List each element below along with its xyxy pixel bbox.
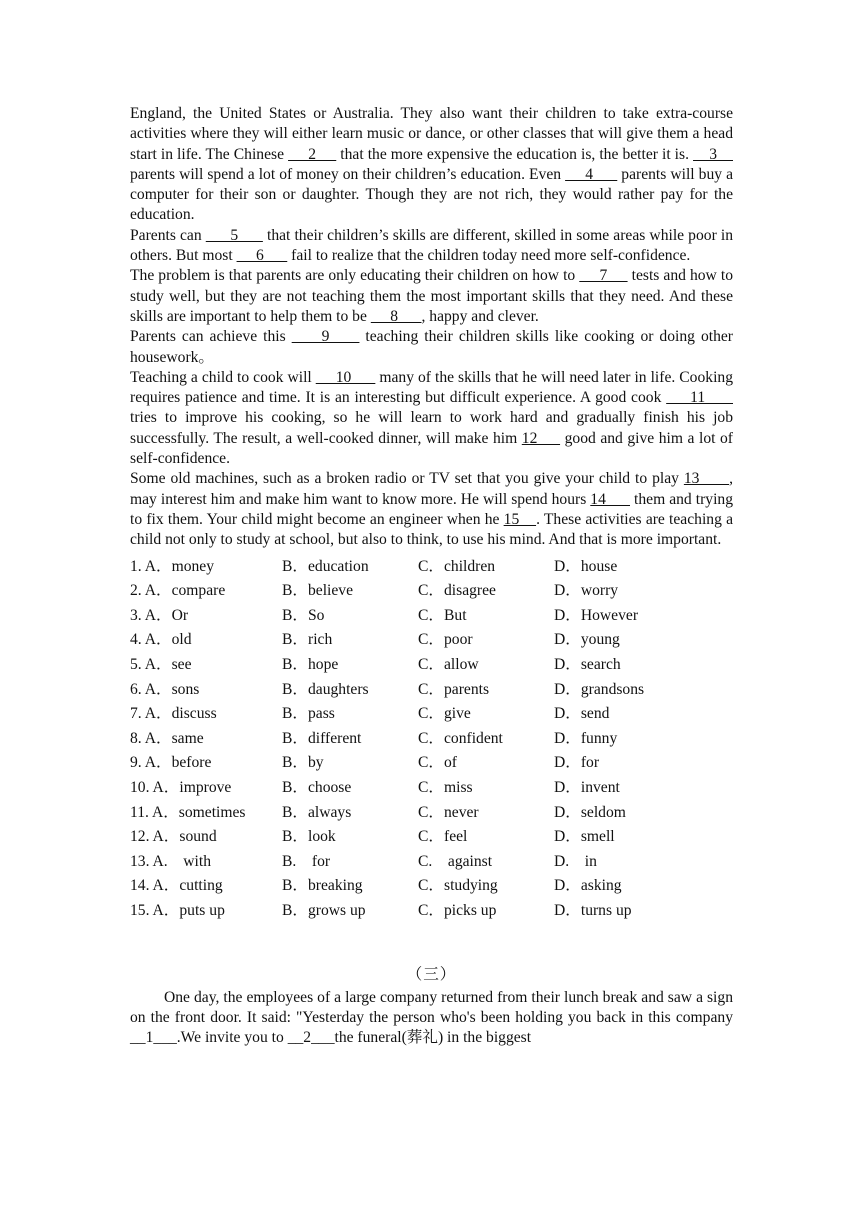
option-d: D．asking: [554, 877, 622, 895]
option-row-2: [130, 579, 733, 604]
option-c: C．of: [418, 754, 457, 772]
option-b: B．pass: [282, 705, 335, 723]
passage-paragraph-2: [130, 226, 733, 267]
blank-6: 6: [236, 247, 288, 265]
option-c: C．miss: [418, 779, 473, 797]
option-b: B．daughters: [282, 680, 369, 698]
option-b: B．hope: [282, 656, 339, 674]
option-d: D．However: [554, 606, 639, 624]
blank-12: 12: [521, 429, 561, 447]
option-a: 9. A．before: [130, 754, 212, 772]
option-a: 14. A．cutting: [130, 877, 223, 895]
option-a: 7. A．discuss: [130, 705, 217, 723]
option-a: 11. A．sometimes: [130, 803, 246, 821]
blank-7: 7: [579, 267, 628, 285]
option-a: 13. A. with: [130, 852, 212, 870]
text: .We invite you to: [176, 1029, 288, 1047]
passage-paragraph-3: [130, 266, 733, 327]
text: tests and how to study well, but they are not teaching them the most important skills that they need. And these skills are important to help them to be: [130, 267, 733, 325]
text: good and give him a lot of self-confidence.: [130, 429, 733, 468]
text: many of the skills that he will need later in life. Cooking requires patience and time. It is an interesting but difficult experience. A good cook: [130, 368, 733, 407]
blank-14: 14: [590, 490, 630, 508]
option-row-6: [130, 678, 733, 703]
text: that the more expensive the education is, the better it is.: [336, 145, 694, 163]
text: Teaching a child to cook will: [130, 368, 316, 386]
blank-2: 2: [288, 145, 337, 163]
text: The problem is that parents are only educating their children on how to: [130, 267, 580, 285]
text: , may interest him and make him want to know more. He will spend hours: [130, 470, 734, 508]
passage-paragraph-4: [130, 327, 733, 368]
option-c: C．allow: [418, 656, 479, 674]
section-title: （三）: [406, 966, 457, 984]
option-c: C．disagree: [418, 582, 496, 600]
text: teaching their children skills like cooking or doing other housework。: [130, 328, 733, 366]
passage-paragraph-5: [130, 368, 733, 469]
option-b: B．look: [282, 828, 336, 846]
option-c: C．parents: [418, 680, 490, 698]
option-row-9: [130, 751, 733, 776]
option-row-12: [130, 825, 733, 850]
option-b: B．education: [282, 557, 369, 575]
option-c: C．picks up: [418, 901, 497, 919]
option-c: C．children: [418, 557, 496, 575]
option-c: C．confident: [418, 729, 503, 747]
option-a: 3. A．Or: [130, 606, 189, 624]
option-a: 1. A．money: [130, 557, 215, 575]
option-d: D．for: [554, 754, 600, 772]
option-row-7: [130, 702, 733, 727]
blank-1: __1___: [130, 1029, 177, 1047]
option-d: D．smell: [554, 828, 615, 846]
option-d: D．grandsons: [554, 680, 645, 698]
option-d: D．seldom: [554, 803, 626, 821]
text: England, the United States or Australia. They also want their children to take extra-course activities where they will either learn music or dance, or other classes that will give them a head start in life. The Chinese: [130, 105, 733, 163]
blank-10: 10: [315, 368, 376, 386]
blank-15: 15: [503, 510, 537, 528]
blank-4: 4: [565, 165, 618, 183]
text: Parents can: [130, 226, 206, 244]
option-c: C．poor: [418, 631, 473, 649]
option-a: 15. A．puts up: [130, 901, 225, 919]
option-a: 2. A．compare: [130, 582, 226, 600]
blank-3: 3: [693, 145, 733, 163]
option-row-13: [130, 850, 733, 875]
option-a: 12. A．sound: [130, 828, 217, 846]
option-c: C．feel: [418, 828, 468, 846]
text: the funeral(葬礼) in the biggest: [334, 1029, 532, 1047]
option-row-15: [130, 899, 733, 924]
text: fail to realize that the children today need more self-confidence.: [287, 247, 691, 265]
option-row-11: [130, 800, 733, 825]
option-b: B．always: [282, 803, 352, 821]
text: parents will spend a lot of money on their children’s education. Even: [130, 165, 566, 183]
option-b: B. for: [282, 852, 331, 870]
option-d: D．turns up: [554, 901, 632, 919]
answer-options: [130, 555, 733, 924]
blank-5: 5: [205, 226, 263, 244]
option-row-10: [130, 776, 733, 801]
text: Parents can achieve this: [130, 328, 292, 346]
text: One day, the employees of a large company returned from their lunch break and saw a sign on the front door. It said: "Yesterday the person who's been holding you back in this company: [130, 988, 733, 1027]
passage-paragraph-1: [130, 104, 733, 226]
option-c: C．studying: [418, 877, 498, 895]
option-row-8: [130, 727, 733, 752]
section3-paragraph: [130, 988, 733, 1049]
blank-9: 9: [291, 328, 360, 346]
option-d: D．funny: [554, 729, 618, 747]
option-a: 5. A．see: [130, 656, 192, 674]
passage-paragraph-6: [130, 469, 733, 550]
option-d: D．worry: [554, 582, 619, 600]
option-b: B．believe: [282, 582, 354, 600]
blank-11: 11: [666, 389, 733, 407]
option-row-5: [130, 653, 733, 678]
option-d: D．young: [554, 631, 620, 649]
option-b: B．by: [282, 754, 324, 772]
option-b: B．different: [282, 729, 362, 747]
option-row-3: [130, 604, 733, 629]
option-row-14: [130, 874, 733, 899]
option-c: C. against: [418, 852, 493, 870]
option-d: D．house: [554, 557, 618, 575]
blank-8: 8: [370, 307, 422, 325]
option-d: D．send: [554, 705, 610, 723]
document-page: [130, 104, 733, 1049]
text: . These activities are teaching a child not only to study at school, but also to think, to use his mind. And that is more important.: [130, 510, 733, 549]
option-row-4: [130, 628, 733, 653]
text: them and trying to fix them. Your child might become an engineer when he: [130, 490, 733, 528]
option-a: 8. A．same: [130, 729, 204, 747]
text: parents will buy a computer for their son or daughter. Though they are not rich, they would rather pay for the education.: [130, 165, 733, 224]
option-a: 6. A．sons: [130, 680, 200, 698]
option-b: B．rich: [282, 631, 333, 649]
option-c: C．give: [418, 705, 471, 723]
option-b: B．So: [282, 606, 325, 624]
option-d: D．search: [554, 656, 621, 674]
blank-13: 13: [683, 470, 730, 488]
text: tries to improve his cooking, so he will learn to work hard and gradually finish his job successfully. The result, a well-cooked dinner, will make him: [130, 409, 733, 447]
text: , happy and clever.: [421, 307, 539, 325]
option-c: C．never: [418, 803, 479, 821]
option-row-1: [130, 555, 733, 580]
option-b: B．choose: [282, 779, 352, 797]
option-a: 10. A．improve: [130, 779, 232, 797]
text: Some old machines, such as a broken radio or TV set that you give your child to play: [130, 470, 684, 488]
option-b: B．breaking: [282, 877, 363, 895]
text: that their children’s skills are different, skilled in some areas while poor in others. But most: [130, 226, 734, 265]
blank-2: __2___: [287, 1029, 335, 1047]
option-a: 4. A．old: [130, 631, 192, 649]
option-c: C．But: [418, 606, 467, 624]
option-d: D．invent: [554, 779, 620, 797]
option-d: D. in: [554, 852, 597, 870]
option-b: B．grows up: [282, 901, 366, 919]
